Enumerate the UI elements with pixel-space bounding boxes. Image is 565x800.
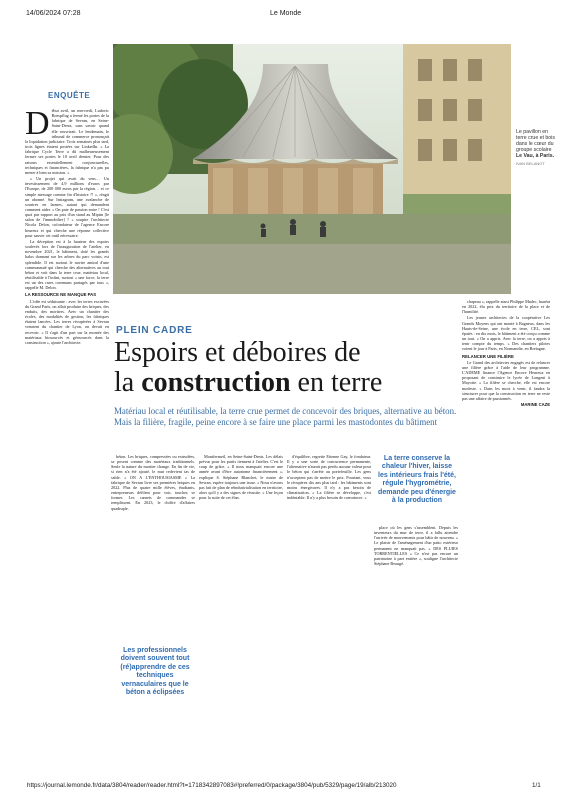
paragraph: chapeau », rappelle aussi Philippe Madec, lauréat en 2022, élu prix du territoire de la place et de l'humilité. (462, 299, 550, 315)
paragraph: La déception est à la hauteur des espoirs soulevés lors de l'inauguration de l'atelier, en novembre 2021, le bâtiment, doté les grands halos donnant sur les arbres du parc voisin, est splendide. Il est surtout le navire amiral d'une communauté qui cherche des alternatives au tout béton et voit dans la terre crue, matériau local, réutilisable à l'infini, surtout « une force, la terre est un des rares communs partagés par tous », rappelle M. Delon. (25, 238, 109, 291)
page-url: https://journal.lemonde.fr/data/3804/reader/reader.html?t=1718342897083#!preferred/0/package/3804/pub/5329/page/19/alb/213020 (27, 782, 397, 789)
caption-text: Le pavillon en terre crue et bois dans le cœur du groupe scolaire (516, 129, 555, 153)
pull-quote: Les professionnels doivent souvent tout (ré)apprendre de ces techniques vernaculaires que le béton a éclipsées (120, 647, 190, 697)
subheading: RELANCER UNE FILIÈRE (462, 353, 514, 359)
headline (114, 338, 459, 398)
photo-caption (516, 129, 560, 167)
caption-place: Le Vau, à Paris. (516, 153, 555, 159)
paragraph: d'équilibre, regrette Etienne Gay, le fondateur. Il y a une sorte de concurrence permanente, l'alternative n'aurait pas perdu aucune valeur pour le béton qui s'arrête au portefeuille. Les gens n'acceptent pas de mettre le prix. Pourtant, vous le récupérez dix ans plus tard : les bâtiments sont moins énergivores. Il n'y a pas besoin de climatisation. « La filière se développe, c'est indéniable. Il n'y a plus besoin de convaincre. » (287, 454, 371, 501)
paragraph: « Un projet qui avait du sens… Un investissement de 4,9 millions d'euros par l'Europe, de 200 000 euros par la région… et ce simple message comme fin d'histoire ?! », réagit un abonné. Sur Instagram, une avalanche de sourires en larmes, autant qui demandent comment aider. « On paie de passion entre ! C'est quoi par rapport au prix d'un stand au Mipim [le salon de l'immobilier] ? » soupire l'architecte Nicola Delon, cofondateur de l'agence Encore heureux et qui cherche une réponse collective pour sauver cet outil nécessaire. (25, 176, 109, 238)
dropcap-letter: D (25, 108, 50, 142)
headline-line-1: Espoirs et déboires de (114, 337, 361, 368)
headline-emphasis: construction (141, 367, 291, 398)
headline-la: la (114, 367, 142, 398)
photo-credit: IVAN BELANOT (516, 161, 545, 166)
article-column-3 (199, 454, 283, 758)
article-column-2 (111, 454, 195, 758)
paragraph: Le Grand des architectes engagés est de relancer une filière grâce à l'aide de leur programme. L'ADEME finance l'Agence Encore Heureux en proposant de construire le lycée de Longeni à Mayotte. « La filière se cherche, elle est encore modeste. » Dans les mois à venir, il faudra la structurer pour que la construction en terre ne reste pas une affaire de passionnés. (462, 359, 550, 401)
section-kicker: PLEIN CADRE (116, 325, 193, 336)
paragraph: L'idée est séduisante : avec les terres excavées du Grand Paris, on allait produire des briques, des enduits, des mortiers. Avec un chantier des écoles, des modalités de gestion, les fabriques étaient lancées. Les terres récupérées à Sevran venaient du chantier de Lyon, on devait en recevoir. « Il s'agit d'un pari sur la montée des matériaux biosourcés et géosourcés dans la construction », ajoute l'architecte. (25, 298, 109, 345)
article-column-1 (25, 108, 109, 736)
author-signature: MARINE CAZE (520, 401, 550, 407)
intro-paragraph: ébut avril, un mercredi, Ludovic Boespflug a fermé les portes de la fabrique de Sevran, en Seine-Saint-Denis, sans savoir quand elle rouvrirait. Le lendemain, le tribunal de commerce prononçait la liquidation judiciaire. Trois semaines plus tard, trois lignes étaient postées sur LinkedIn. « La fabrique Cycle Terre a dû malheureusement fermer ses portes le 10 avril dernier. Pour des raisons essentiellement conjoncturelles, techniques et financières, la fabrique n'a pas pu mener à bien sa mission. » (25, 108, 109, 175)
page-number: 1/1 (532, 782, 541, 789)
article-photo (113, 44, 511, 294)
publication-name: Le Monde (270, 10, 302, 17)
headline-end: en terre (290, 367, 383, 398)
paragraph: Montfermeil, en Seine-Saint-Denis. Les délais prévus pour les partis tiennent à l'atelier. C'est le coup de grâce. « Il nous manquait encore une année avant d'être autonome financièrement », explique S. Stéphane Blanchet, le maire de Sevran, espère toujours une issue. « Nous n'avons pas fait de plan de réindustrialisation en territoire, alors qu'il y a des signes de réussite. » Une leçon pour la suite de cet élan. (199, 454, 283, 501)
article-column-5 (374, 525, 458, 758)
article-column-6 (462, 299, 550, 758)
pull-quote: La terre conserve la chaleur l'hiver, laisse les intérieurs frais l'été, régule l'hygrométrie, demande peu d'énergie à la production (378, 455, 456, 505)
subheading: LA RESSOURCE NE MANQUE PAS (25, 292, 97, 298)
article-column-4 (287, 454, 371, 758)
section-kicker-enquete: ENQUÊTE (48, 91, 91, 100)
paragraph: béton. Les briques, compressées ou extrudées, se posent comme des matériaux traditionnels. Seule la nature du mortier change. En fin de vie, si rien n'a été ajouté, le mur redevient tas de sable. « ON A L'ENTHOUSIASME » La fabrique de Sevran livre ses premières briques en 2022. Plus de quatre mille élèves, étudiants, entrepreneurs défilent pour voir, toucher, se former. Les carnets de commandes se remplissent. En 2023, le chiffre d'affaires quadruple. (111, 454, 195, 511)
print-date: 14/06/2024 07:28 (26, 10, 81, 17)
paragraph: Les jeunes architectes de la coopérative Les Grands Moyens qui ont monté à Bagneux, dans les Hauts-de-Seine, une école en terre, CEL, sont épatés : en dix mois, le bâtiment a été conçu comme un tout. « On a appris. Avec la terre, on a appris à tenir compte du temps. » Des chantiers pilotes voient le jour à Paris, en Normandie, en Bretagne. (462, 315, 550, 352)
standfirst: Matériau local et réutilisable, la terre crue permet de concevoir des briques, alternative au béton. Mais la filière, fragile, peine encore à se faire une place parmi les mastodontes du bâtiment (114, 406, 457, 427)
paragraph: place où les gens s'assemblent. Depuis les inventeurs du mur de terre, il a fallu attendre l'arrivée de mouvements pour bâtir de nouveau. « Le plaisir de l'aménagement d'un patio extérieur permanent ne manquait pas. » DES PLUIES TORRENTIELLES « Ce n'est pas encore un patrimoine à part entière », souligne l'architecte Stéphane Beaugé. (374, 525, 458, 567)
